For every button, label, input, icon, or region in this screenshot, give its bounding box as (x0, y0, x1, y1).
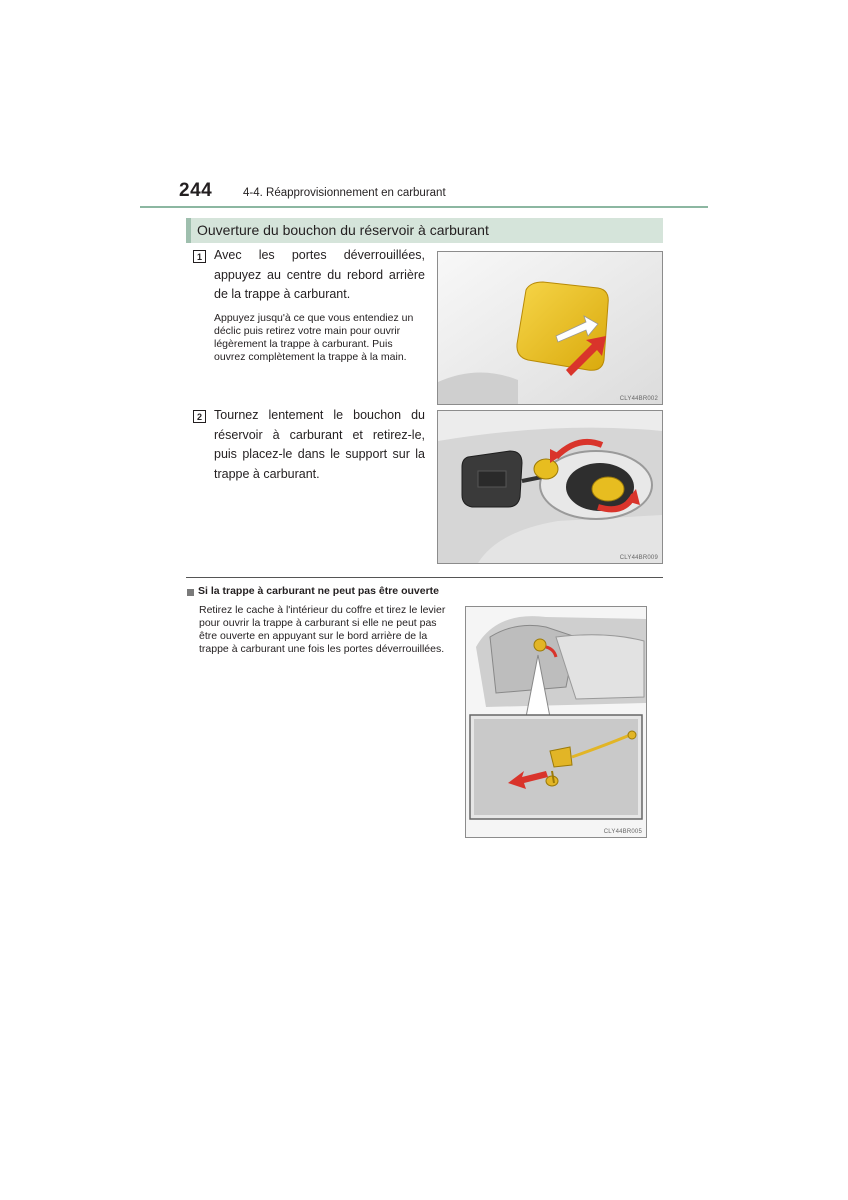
step-1-note: Appuyez jusqu'à ce que vous entendiez un déclic puis retirez votre main pour ouvrir légèrement la trappe à carburant. Puis ouvrez complètement la trappe à la main. (214, 312, 414, 363)
header-divider (140, 206, 708, 208)
trunk-lever-figure (465, 606, 647, 838)
subsection-text: Retirez le cache à l'intérieur du coffre et tirez le levier pour ouvrir la trappe à carburant si elle ne peut pas être ouverte en appuyant sur le bord arrière de la trappe à carburant une fois les portes déverrouillées. (199, 604, 446, 655)
figure-code: CLY44BR002 (619, 396, 658, 402)
square-bullet-icon (187, 589, 194, 596)
step-number-2: 2 (193, 410, 206, 423)
subsection-title: Si la trappe à carburant ne peut pas être ouverte (198, 585, 439, 597)
page-number: 244 (179, 180, 213, 201)
figure-code: CLY44BR009 (619, 555, 658, 561)
step-number-1: 1 (193, 250, 206, 263)
section-title: Ouverture du bouchon du réservoir à carburant (197, 222, 489, 238)
figure-code: CLY44BR005 (603, 829, 642, 835)
step-2-text: Tournez lentement le bouchon du réservoir à carburant et retirez-le, puis placez-le dans le support sur la trappe à carburant. (214, 408, 425, 481)
step-1-text: Avec les portes déverrouillées, appuyez au centre du rebord arrière de la trappe à carburant. (214, 248, 425, 301)
fuel-cap-turn-figure (437, 410, 663, 564)
fuel-door-press-figure (437, 251, 663, 405)
subsection-divider (186, 577, 663, 578)
chapter-title: 4-4. Réapprovisionnement en carburant (243, 187, 446, 199)
